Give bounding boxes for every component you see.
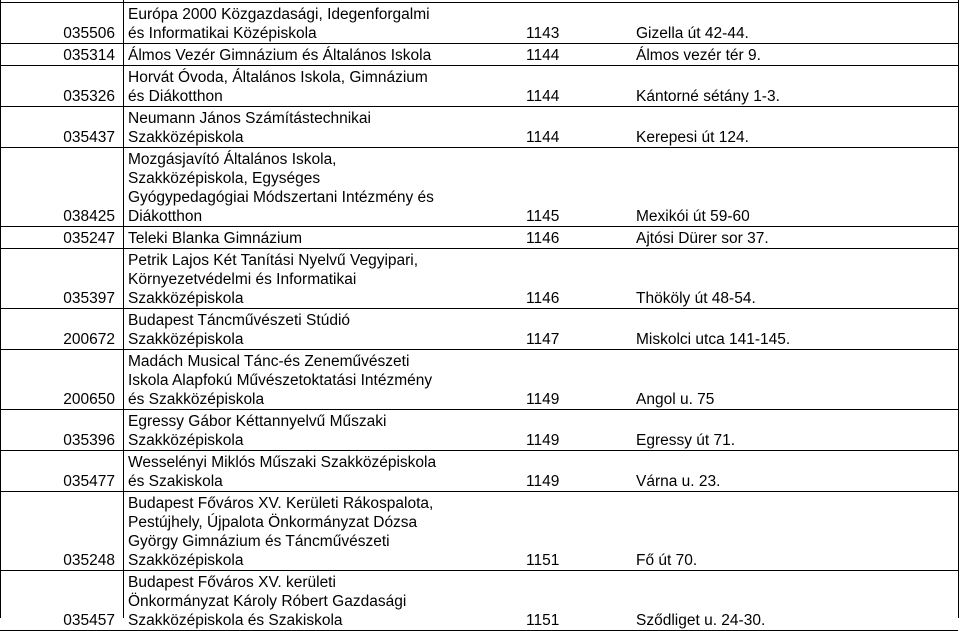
school-name-line: Wesselényi Miklós Műszaki Szakközépiskola	[128, 454, 437, 471]
postal-code: 1151	[526, 612, 560, 629]
postal-code: 1149	[526, 391, 560, 408]
school-name	[128, 43, 528, 65]
school-id: 035397	[63, 290, 115, 307]
street-address: Miskolci utca 141-145.	[636, 331, 791, 348]
table-row	[0, 248, 960, 308]
school-name-line: Mozgásjavító Általános Iskola,	[128, 151, 337, 168]
row-divider	[0, 2, 958, 3]
table-row	[0, 491, 960, 570]
postal-code: 1144	[526, 47, 560, 64]
school-name-line: és Szakiskola	[128, 473, 223, 490]
school-name-line: Álmos Vezér Gimnázium és Általános Iskola	[128, 47, 432, 64]
row-divider	[0, 491, 958, 492]
table-row	[0, 106, 960, 147]
table-row	[0, 226, 960, 248]
postal-code: 1145	[526, 208, 560, 225]
school-name-line: Környezetvédelmi és Informatikai	[128, 271, 357, 288]
table-row	[0, 2, 960, 43]
row-divider	[0, 248, 958, 249]
row-divider	[0, 226, 958, 227]
street-address: Angol u. 75	[636, 391, 715, 408]
school-id: 035396	[63, 432, 115, 449]
school-id: 035247	[63, 230, 115, 247]
table-row	[0, 349, 960, 409]
school-name-line: Budapest Táncművészeti Stúdió	[128, 312, 351, 329]
school-name-line: Szakközépiskola	[128, 432, 244, 449]
school-name-line: Szakközépiskola	[128, 290, 244, 307]
row-divider	[0, 106, 958, 107]
school-id: 035506	[63, 25, 115, 42]
school-name-line: és Szakközépiskola	[128, 391, 265, 408]
school-name-line: Neumann János Számítástechnikai	[128, 110, 371, 127]
school-name-line: Szakközépiskola	[128, 552, 244, 569]
table-row	[0, 409, 960, 450]
school-name-line: Szakközépiskola	[128, 129, 244, 146]
school-name	[128, 491, 528, 570]
school-name	[128, 450, 528, 491]
school-name	[128, 308, 528, 349]
school-name-line: Horvát Óvoda, Általános Iskola, Gimnázium	[128, 69, 428, 86]
street-address: Egressy út 71.	[636, 432, 736, 449]
school-name-line: és Informatikai Középiskola	[128, 25, 317, 42]
row-divider	[0, 349, 958, 350]
street-address: Kerepesi út 124.	[636, 129, 749, 146]
street-address: Thököly út 48-54.	[636, 290, 756, 307]
row-divider	[0, 65, 958, 66]
street-address: Álmos vezér tér 9.	[636, 47, 761, 64]
school-name	[128, 226, 528, 248]
school-name-line: és Diákotthon	[128, 88, 223, 105]
school-name-line: Egressy Gábor Kéttannyelvű Műszaki	[128, 413, 387, 430]
school-name	[128, 248, 528, 308]
school-id: 200650	[63, 391, 115, 408]
postal-code: 1143	[526, 25, 560, 42]
row-divider	[0, 409, 958, 410]
school-name	[128, 349, 528, 409]
school-id: 035248	[63, 552, 115, 569]
school-name-line: Szakközépiskola	[128, 331, 244, 348]
school-id: 035437	[63, 129, 115, 146]
row-divider	[0, 43, 958, 44]
school-name-line: Budapest Főváros XV. Kerületi Rákospalota,	[128, 495, 434, 512]
postal-code: 1146	[526, 290, 560, 307]
school-name-line: Európa 2000 Közgazdasági, Idegenforgalmi	[128, 6, 430, 23]
school-id: 035314	[63, 47, 115, 64]
school-name	[128, 570, 528, 630]
school-name-line: Szakközépiskola és Szakiskola	[128, 612, 343, 629]
table-row	[0, 65, 960, 106]
table-row	[0, 43, 960, 65]
row-divider	[0, 570, 958, 571]
postal-code: 1144	[526, 88, 560, 105]
postal-code: 1146	[526, 230, 560, 247]
school-id: 035457	[63, 612, 115, 629]
school-name-line: Gyógypedagógiai Módszertani Intézmény és	[128, 189, 434, 206]
postal-code: 1144	[526, 129, 560, 146]
table-row	[0, 147, 960, 226]
street-address: Ajtósi Dürer sor 37.	[636, 230, 769, 247]
street-address: Mexikói út 59-60	[636, 208, 750, 225]
postal-code: 1149	[526, 473, 560, 490]
street-address: Fő út 70.	[636, 552, 698, 569]
school-id: 035326	[63, 88, 115, 105]
school-name-line: Budapest Főváros XV. kerületi	[128, 574, 336, 591]
table-row	[0, 570, 960, 630]
school-name	[128, 409, 528, 450]
school-name-line: Diákotthon	[128, 208, 203, 225]
school-name-line: Petrik Lajos Két Tanítási Nyelvű Vegyipari,	[128, 252, 419, 269]
postal-code: 1149	[526, 432, 560, 449]
school-name-line: György Gimnázium és Táncművészeti	[128, 533, 390, 550]
row-divider	[0, 308, 958, 309]
school-name	[128, 2, 528, 43]
school-name-line: Madách Musical Tánc-és Zeneművészeti	[128, 353, 410, 370]
school-name	[128, 65, 528, 106]
school-name-line: Önkormányzat Károly Róbert Gazdasági	[128, 593, 407, 610]
street-address: Várna u. 23.	[636, 473, 721, 490]
street-address: Gizella út 42-44.	[636, 25, 749, 42]
school-name-line: Szakközépiskola, Egységes	[128, 170, 321, 187]
postal-code: 1151	[526, 552, 560, 569]
postal-code: 1147	[526, 331, 560, 348]
street-address: Kántorné sétány 1-3.	[636, 88, 780, 105]
row-divider	[0, 147, 958, 148]
table-row	[0, 308, 960, 349]
school-id: 035477	[63, 473, 115, 490]
school-id: 038425	[63, 208, 115, 225]
school-name-line: Iskola Alapfokú Művészetoktatási Intézmény	[128, 372, 433, 389]
school-id: 200672	[63, 331, 115, 348]
table-row	[0, 450, 960, 491]
row-divider	[0, 450, 958, 451]
school-name-line: Pestújhely, Újpalota Önkormányzat Dózsa	[128, 514, 418, 531]
school-name-line: Teleki Blanka Gimnázium	[128, 230, 303, 247]
school-name	[128, 147, 528, 226]
school-name	[128, 106, 528, 147]
street-address: Sződliget u. 24-30.	[636, 612, 766, 629]
